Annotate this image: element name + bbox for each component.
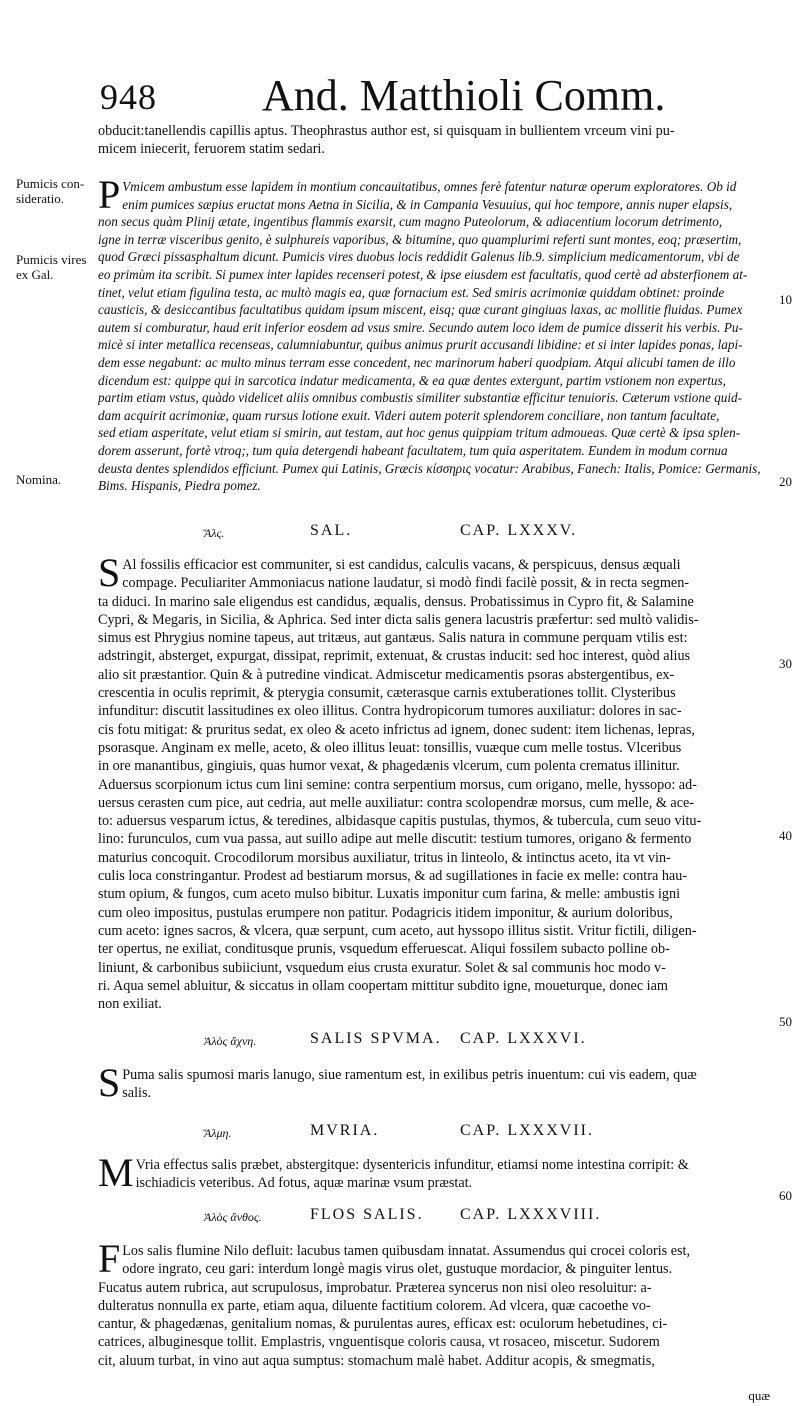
text-line: non secus quàm Plinij ætate, ingentibus flammis exarsit, cum magno Puteolorum, & adiacentium locorum detrimento, <box>98 214 723 230</box>
intro-paragraph <box>98 122 764 159</box>
text-line: Puma salis spumosi maris lanugo, siue ramentum est, in exilibus petris inuentum: cui vis eadem, quæ <box>122 1067 697 1083</box>
chapter-number: CAP. LXXXVIII. <box>460 1206 602 1223</box>
page-number: 948 <box>100 77 157 117</box>
text-line: crescentia in oculis reprimit, & pterygia consumit, cæterasque carnis extuberationes tollit. Clysteribus <box>98 685 676 702</box>
text-line: cit, aluum turbat, in vino aut aqua sumptus: stomachum malè habet. Additur acopis, & smegmatis, <box>98 1352 655 1369</box>
text-line: maturius concoquit. Crocodilorum morsibus auxiliatur, tritus in linteolo, & intinctus aceto, ita vt vin- <box>98 849 671 866</box>
text-line: odore ingrato, ceu gari: interdum longè magis virus olet, gustuque mordacior, & pinguiter lentus. <box>122 1261 673 1278</box>
chapter-greek-name: Ἅλμη. <box>204 1126 232 1140</box>
text-line: liniunt, & carbonibus subiiciunt, vsquedum eius crusta exuratur. Solet & sal communis hoc modo v- <box>98 959 666 976</box>
text-line: micem iniecerit, feruorem statim sedari. <box>98 141 325 158</box>
text-line: cantur, & phagedænas, genitalium nomas, & purulentas aures, efficax est: oculorum hebetudines, ci- <box>98 1316 668 1333</box>
line-number: 30 <box>779 656 792 671</box>
margin-note-nomina: Nomina. <box>16 472 62 487</box>
text-line: ta diduci. In marino sale eligendus est candidus, æqualis, densus. Probatissimus in Cypro fit, & Salamine <box>98 593 694 610</box>
text-line: obducit:tanellendis capillis aptus. Theophrastus author est, si quisquam in bullientem vrceum vini pu- <box>98 123 675 139</box>
chapter-title: SAL. <box>310 522 353 539</box>
chapter-title: SALIS SPVMA. <box>310 1030 442 1047</box>
margin-note-pumicis-vires: Pumicis vires ex Gal. <box>16 252 87 282</box>
text-line: eo primùm ita scribit. Si pumex inter lapides recenseri potest, & ipse eiusdem est facultatis, quod certè ad absterfionem at- <box>98 266 748 282</box>
chapter-greek-name: Ἅλς. <box>204 526 225 540</box>
chapter-greek-name: Ἁλὸς ἄνθος. <box>204 1210 262 1224</box>
text-line: salis. <box>122 1085 152 1102</box>
text-line: Cypri, & Megaris, in Sicilia, & Aphrica. Sed inter dicta salis genera lacustris præfertur: sed multò validis- <box>98 611 699 628</box>
text-line: tinet, velut etiam figulina testa, ac multò magis ea, quæ fornacium est. Sed smiris acrimoniæ quiddam obtinet: proinde <box>98 284 725 300</box>
drop-capital: F <box>98 1236 121 1281</box>
text-line: causticis, & desiccantibus facultatibus quidam ipsum miscent, eisq; quæ curant gingiuas laxas, ac mollitie fluidas. Pumex <box>98 302 743 318</box>
text-line: non exiliat. <box>98 996 162 1013</box>
chapter-heading <box>98 1030 764 1052</box>
text-line: ter opertus, ne exiliat, conditusque prunis, vsquedum efferuescat. Aliqui fossilem subacto polline ob- <box>98 941 670 958</box>
chapter-heading <box>98 522 764 544</box>
text-line: compage. Peculiariter Ammoniacus natione laudatur, si modò findi facilè possit, & in recta segmen- <box>122 575 690 592</box>
chapter-greek-name: Ἁλὸς ἄχνη. <box>204 1034 257 1048</box>
drop-capital: S <box>98 550 121 595</box>
sal-paragraph <box>98 550 764 1013</box>
text-line: Vmicem ambustum esse lapidem in montium concauitatibus, omnes ferè fatentur naturæ operum exploratores. Ob id <box>122 179 737 194</box>
margin-note-pumicis-consideratio: Pumicis con- sideratio. <box>16 176 85 206</box>
line-number: 10 <box>779 292 792 307</box>
flos-salis-paragraph <box>98 1236 764 1370</box>
text-line: ischiadicis veteribus. Ad fotus, aquæ marinæ vsum præstat. <box>135 1175 473 1192</box>
text-line: Vria effectus salis præbet, abstergitque: dysentericis infunditur, etiamsi nome intestina corripit: & <box>135 1157 689 1173</box>
text-line: cum oleo impositus, pustulas erumpere non patitur. Podagricis itidem imponitur, & aurium doloribus, <box>98 904 673 921</box>
text-line: Aduersus scorpionum ictus cum lini semine: contra serpentium morsus, cum origano, melle, hyssopo: ad- <box>98 776 697 793</box>
text-line: uersus cerasten cum pice, aut cedria, aut melle auxiliatur: contra scolopendræ morsus, cum melle, & ace- <box>98 794 695 811</box>
text-line: to: aduersus vesparum ictus, & teredines, albidasque capitis pustulas, thymos, & tubercula, cum seuo vitu- <box>98 813 702 830</box>
line-number: 20 <box>779 474 792 489</box>
text-line: deusta dentes splendidos efficiunt. Pumex qui Latinis, Græcis κίσσηρις vocatur: Arabibus, Fanech: Italis, Pomice: Germanis, <box>98 460 761 476</box>
text-line: igne in terræ visceribus genito, è sulphureis vaporibus, & bitumine, quo quamplurimi referti sunt montes, eoq; præsertim, <box>98 231 742 247</box>
chapter-number: CAP. LXXXVI. <box>460 1030 587 1047</box>
text-line: simus est Phrygius nomine tapeus, aut tritæus, aut gantæus. Salis natura in commune perquam vtilis est: <box>98 630 688 647</box>
text-line: in ore manantibus, gingiuis, quas humor vexat, & phagedænis vlcerum, cum polenta crematus illinitur. <box>98 758 680 775</box>
pumex-paragraph <box>98 172 764 495</box>
text-line: Fucatus autem rubrica, aut scrupulosus, improbatur. Præterea syncerus non nisi oleo resoluitur: a- <box>98 1279 652 1296</box>
drop-capital: S <box>98 1060 121 1105</box>
text-line: dulteratus nonnulla ex parte, etiam aqua, diluente factitium colorem. Ad vlcera, quæ cacoethe vo- <box>98 1297 651 1314</box>
catchword: quæ <box>748 1388 770 1403</box>
running-title: And. Matthioli Comm. <box>262 71 666 120</box>
text-line: dam acquirit acrimoniæ, quam rursus lotione exuit. Videri autem poterit splendorem conciliare, non tantum facultate, <box>98 407 720 423</box>
text-line: quod Græci pissasphaltum dicunt. Pumicis vires duobus locis reddidit Galenus lib.9. simplicium medicamentorum, vbi de <box>98 249 740 265</box>
chapter-heading <box>98 1122 764 1144</box>
line-number: 40 <box>779 828 792 843</box>
chapter-number: CAP. LXXXV. <box>460 522 578 539</box>
text-line: Los salis flumine Nilo defluit: lacubus tamen quibusdam innatat. Assumendus qui crocei coloris est, <box>122 1243 691 1259</box>
line-number: 60 <box>779 1188 792 1203</box>
text-line: sed etiam asperitate, velut etiam si smirin, aut testam, aut hoc genus quippiam tritum admoueas. Quæ certè & ipsa splen- <box>98 425 741 441</box>
text-line: ri. Aqua semel abluitur, & siccatus in ollam coopertam mittitur subdito igne, moueturque, donec iam <box>98 977 668 994</box>
text-line: dorem asserunt, fortè vtroq;, tum quia detergendi habeant facultatem, tum quia asperitatem. Eundem in modum cornua <box>98 442 728 458</box>
line-number: 50 <box>779 1014 792 1029</box>
text-line: partim etiam vstus, quàdo videlicet aliis omnibus combustis similiter substantiæ efficitur tenuioris. Cæterum vstione quid- <box>98 390 742 406</box>
text-line: adstringit, absterget, expurgat, dissipat, reprimit, extenuat, & crustas inducit: sed hoc interest, quòd alius <box>98 648 691 665</box>
text-line: cis fotu mitigat: & pruritus sedat, ex oleo & aceto infrictus ad ignem, donec sudent: item lichenas, lepras, <box>98 721 695 738</box>
text-line: catrices, albuginesque tollit. Emplastris, vnguentisque coloris causa, vt rosaceo, miscetur. Sudorem <box>98 1334 660 1351</box>
text-line: micè si inter metallica recenseas, calumniabuntur, quibus animus prurit accusandi libidine: et si inter lapides ponas, lapi- <box>98 337 743 353</box>
text-line: dicendum est: quippe qui in sarcotica indatur medicamenta, & ea quæ dentes extergunt, partim vstionem non expertus, <box>98 372 726 388</box>
text-line: autem si comburatur, haud erit inferior eosdem ad vsus smire. Secundo autem loco idem de pumice disserit his verbis. Pu- <box>98 319 743 335</box>
chapter-title: MVRIA. <box>310 1122 380 1139</box>
text-line: alio sit præstantior. Quin & à putredine vindicat. Admiscetur medicamentis psoras abstergentibus, ex- <box>98 666 675 683</box>
salis-spuma-paragraph <box>98 1060 764 1105</box>
text-line: infunditur: discutit lassitudines ex oleo illitus. Contra hydropicorum tumores auxiliatur: dolores in sac- <box>98 703 682 720</box>
chapter-title: FLOS SALIS. <box>310 1206 424 1223</box>
text-line: culis loca constringantur. Prodest ad bestiarum morsus, & ad sugillationes in facie ex melle: contra hau- <box>98 868 688 885</box>
drop-capital: M <box>98 1150 134 1195</box>
text-line: stum opium, & fungos, cum aceto mulso bibitur. Luxatis imponitur cum farina, & melle: ambustis igni <box>98 886 681 903</box>
muria-paragraph <box>98 1150 764 1195</box>
text-line: cum aceto: ignes sacros, & vlcera, quæ serpunt, cum aceto, aut hyssopo illitus sistit. Vritur fictili, diligen- <box>98 922 697 939</box>
drop-capital: P <box>98 172 121 217</box>
text-line: Al fossilis efficacior est communiter, si est candidus, calculis vacans, & perspicuus, densus æquali <box>122 557 681 573</box>
text-line: enim pumices sæpius eructat mons Aetna in Sicilia, & in Campania Vesuuius, qui hoc tempore, annis nuper elapsis, <box>122 196 733 212</box>
text-line: psorasque. Anginam ex melle, aceto, & oleo illitus leuat: tonsillis, vuæque cum melle tostus. Vlceribus <box>98 739 682 756</box>
text-line: dem esse negabunt: ac multo minus terram esse concedent, nec marinorum haberi quodpiam. Atqui alicubi tamen de illo <box>98 354 736 370</box>
text-line: lino: furunculos, cum vua passa, aut suillo adipe aut melle discutit: testium tumores, origano & fermento <box>98 831 692 848</box>
text-line: Bims. Hispanis, Piedra pomez. <box>98 478 261 494</box>
chapter-number: CAP. LXXXVII. <box>460 1122 594 1139</box>
chapter-heading <box>98 1206 764 1228</box>
